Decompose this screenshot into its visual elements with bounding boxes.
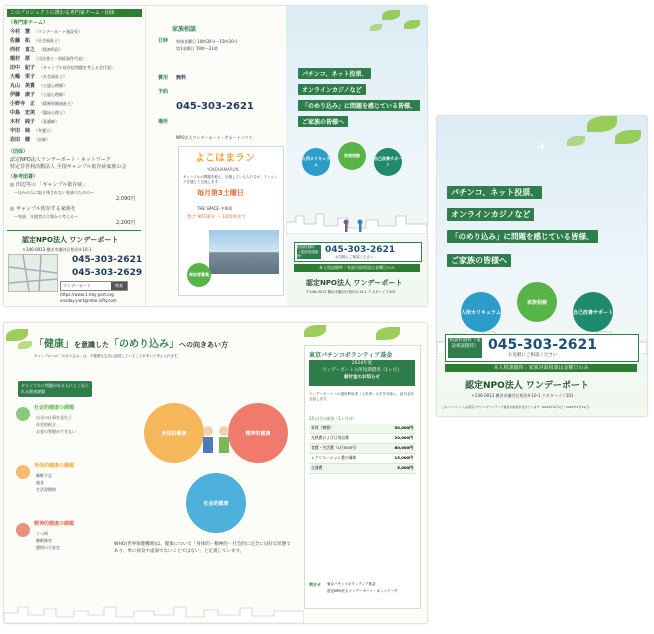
- person-icon: [16, 465, 30, 479]
- large-line-3: 「のめり込み」に問題を感じている皆様、: [447, 230, 598, 243]
- headline-prefix: 「健康」: [34, 339, 74, 350]
- org-1: 認定NPO法人ワンデーポート・ネットワーク: [10, 157, 111, 163]
- consult-title: 家族相談: [172, 26, 197, 33]
- fund-title: 東京パチンコボランティア基金: [309, 352, 393, 359]
- cover-logo-small: 認定NPO法人 ワンデーポート: [306, 279, 403, 287]
- circle-support-label: 自己改善サポート: [374, 156, 402, 167]
- circle-family-label: 家族相談: [344, 153, 360, 158]
- site-url[interactable]: https://www.1-day-port.org: [60, 292, 114, 297]
- people-illustration: [198, 423, 234, 463]
- fund-amount: 60,000円: [394, 445, 413, 450]
- category-title: 身体的健康の課題: [34, 463, 75, 469]
- large-consult-box: [445, 334, 639, 362]
- fund-item: レクリエーション費の補助: [311, 455, 357, 460]
- large-address: 〒246-0013 横浜市瀬谷区相沢4-10-1 クボタハイツ101: [471, 393, 574, 398]
- category-item: 睡眠障害: [36, 538, 52, 543]
- member-name: 今村 慧: [10, 29, 31, 35]
- venn-mental-label: 精神的健康: [245, 430, 271, 437]
- member-row: [10, 118, 59, 126]
- leaf-decoration: [6, 329, 28, 341]
- member-name: 岩田 健: [10, 137, 31, 143]
- member-role: （司法書士・相続案件代表）: [34, 56, 87, 61]
- leaf-decoration: [587, 116, 617, 132]
- fund-item: 光熱費および日用品費: [311, 435, 349, 440]
- cover-line-1: パチンコ、ネット投票、: [298, 68, 371, 79]
- member-role: （精神科医）: [39, 47, 64, 52]
- fund-table-row: [309, 444, 415, 454]
- circle-family: [338, 142, 366, 170]
- venn-social-label: 社会的健康: [203, 500, 229, 507]
- team-header: このプロジェクトに携わる専門家チーム・団体: [7, 9, 142, 17]
- event-sub: YOKOHAMARUN: [207, 167, 239, 172]
- brochure-outside-spread: [4, 6, 427, 306]
- town-illustration: [286, 206, 427, 234]
- fund-table-heading: 15万円の使途（1ヶ月分）: [309, 416, 357, 421]
- large-footer: このパンフレットは東京パチンコボランティア基金の助成を受けています（2024年4月1日〜2025年3月31日）: [441, 405, 592, 409]
- leaf-decoration: [382, 10, 400, 20]
- site-search-label: ワンデーポート: [63, 283, 91, 288]
- cover-bar-small: 本人相談随時｜家族対面相談は金曜日のみ: [294, 264, 420, 272]
- book-1-sub: 〜ほかの人に取り残されない家族のための〜: [14, 190, 94, 195]
- event-desc: ギャンブルの問題を抱え、回復している人たちが、ランニングを通じて交流します: [183, 175, 278, 184]
- cover-panel-small: [286, 6, 427, 306]
- book-2-title: ◎ ギャンブル依存する家族を: [10, 206, 76, 212]
- who-box: [114, 541, 294, 581]
- org-name: 認定NPO法人 ワンデーポート: [22, 236, 119, 244]
- member-name: 小野寺 正: [10, 101, 36, 107]
- fund-contact2: 認定NPO法人ワンデーポート・ネットワーク: [327, 589, 398, 593]
- fund-header-box: [309, 360, 415, 386]
- member-name: 丸山 美貴: [10, 83, 36, 89]
- fund-item: 家賃（寮費）: [311, 425, 334, 430]
- large-circle-curriculum-label: 入所カリキュラム: [461, 309, 501, 316]
- headline-suffix: への向きあい方: [179, 341, 228, 349]
- member-role: （社会福祉士）: [39, 74, 68, 79]
- fund-body: ワンデーポートへの通所利用者（入所者）の方を対象に、給付金を支給します。: [309, 392, 414, 401]
- fund-table-row: [309, 424, 415, 434]
- member-role: （看護師）: [39, 119, 60, 124]
- who-text: WHO(世界保健機関)は、健康について「身体的・精神的・社会的に完全に良好な状態であり、単に病気や虚弱でないことではない」と定義しています。: [114, 542, 291, 554]
- large-phone-note: お気軽にご相談ください: [508, 353, 558, 358]
- book-1-title: ◎ 田辺等の 「ギャンブル依存症」: [10, 182, 88, 188]
- site-search-button[interactable]: 検索: [111, 282, 127, 290]
- large-circle-family-label: 家族相談: [526, 299, 547, 306]
- fax-number: 045-303-2629: [72, 268, 143, 278]
- category-item: 過食: [36, 480, 44, 485]
- large-phone: 045-303-2621: [488, 337, 598, 353]
- leaf-decoration: [18, 341, 32, 349]
- fund-table-row: [309, 434, 415, 444]
- member-row: [10, 73, 67, 81]
- member-heading: （専門家チーム）: [8, 20, 49, 26]
- org-2: 特定非営利活動法人 全国ギャンブル依存症家族の会: [10, 164, 127, 170]
- cover-line-4: ご家族の皆様へ: [298, 116, 348, 127]
- fund-panel: [304, 345, 421, 609]
- circle-curriculum: [302, 148, 330, 176]
- leaf-decoration: [304, 325, 326, 337]
- consult-box: [294, 242, 422, 262]
- member-name: 佐藤 拓: [10, 38, 31, 44]
- leaf-decoration: [376, 327, 400, 340]
- category-item: うつ病: [36, 531, 48, 536]
- large-line-4: ご家族の皆様へ: [447, 254, 511, 267]
- fund-sub: 2024年度: [351, 361, 373, 366]
- airplane-icon: ✈: [537, 140, 548, 154]
- member-role: （ワンデーポート施設長）: [34, 29, 83, 34]
- cover-address-small: 〒246-0013 横浜市瀬谷区相沢4-10-1 クボタハイツ101: [306, 290, 396, 294]
- fee-value: 無料: [176, 75, 187, 81]
- team-panel: [4, 6, 145, 306]
- member-name: 田中 紀子: [10, 65, 36, 71]
- leaf-decoration: [404, 20, 420, 29]
- event-photo: [209, 230, 279, 274]
- member-row: [10, 37, 62, 45]
- large-logo: 認定NPO法人 ワンデーポート: [465, 381, 589, 391]
- photo-caption-badge: [187, 263, 211, 287]
- fund-amount: 5,000円: [397, 465, 413, 470]
- category-item: お金の管理ができない: [36, 429, 76, 434]
- member-name: 大嶋 栄子: [10, 74, 36, 80]
- category-item: 生活習慣病: [36, 487, 56, 492]
- member-row: [10, 82, 67, 90]
- venn-physical: [144, 403, 204, 463]
- member-row: [10, 109, 67, 117]
- member-name: 稲村 厚: [10, 56, 31, 62]
- book-2-price: 2,200円: [116, 220, 136, 226]
- fund-sub3: 給付金のお知らせ: [344, 375, 380, 380]
- fund-amount: 15,000円: [394, 455, 413, 460]
- member-role: （社会福祉士）: [34, 38, 63, 43]
- date-2: 第1金曜日 19時〜21時: [176, 46, 218, 51]
- member-row: [10, 46, 63, 54]
- category-item: 自分の仕事を見失う: [36, 415, 72, 420]
- person-icon: [16, 407, 30, 421]
- member-name: 宇田 純: [10, 128, 31, 134]
- person-icon: [16, 523, 30, 537]
- fund-item: 食費・生活費（1日500円）: [311, 445, 359, 450]
- fund-item: 交通費: [311, 465, 323, 470]
- divider: [7, 230, 141, 231]
- headline-mid: を意識した: [74, 341, 109, 349]
- event-time: 集合 9時30分 〜 11時頃まで: [187, 215, 247, 220]
- email-address[interactable]: oneday-port@mbe.nifty.com: [60, 298, 117, 303]
- ref-heading: （参考図書）: [8, 174, 39, 180]
- date-1: 毎週金曜日 10時30分〜15時30分: [176, 39, 238, 44]
- member-name: 木村 純子: [10, 119, 36, 125]
- cover-line-3: 「のめり込み」に問題を感じている皆様、: [298, 100, 420, 111]
- reserve-phone: 045-303-2621: [176, 101, 254, 112]
- large-line-2: オンラインカジノなど: [447, 208, 534, 221]
- fund-contact-label: 問合せ: [309, 582, 321, 587]
- cover-large: [437, 116, 647, 416]
- circle-curriculum-label: 入所カリキュラム: [302, 156, 330, 167]
- consult-panel: [145, 6, 287, 306]
- date-label: 日時: [158, 38, 169, 44]
- fund-amount: 20,000円: [394, 435, 413, 440]
- member-role: （公認心理師）: [39, 92, 68, 97]
- member-row: [10, 127, 54, 135]
- member-name: 中島 宏美: [10, 110, 36, 116]
- event-place: THE SPACE 中華街: [197, 206, 233, 211]
- large-consult-label: 相談料無料（電話相談随時）: [448, 338, 482, 358]
- fund-amount: 50,000円: [394, 425, 413, 430]
- category-item: 社会的孤立: [36, 422, 56, 427]
- map-image: [8, 254, 58, 292]
- fund-table-row: [309, 464, 415, 474]
- photo-caption: 参加者募集: [189, 272, 209, 277]
- member-row: [10, 64, 115, 72]
- fund-contact: 東京パチンコボランティア基金: [327, 582, 376, 586]
- fund-sub2: ワンデーポート入所短期費用（1ヶ月）: [322, 368, 402, 373]
- fund-table-row: [309, 454, 415, 464]
- venn-mental: [228, 403, 288, 463]
- member-row: [10, 91, 67, 99]
- circle-support: [374, 148, 402, 176]
- fee-label: 費用: [158, 75, 169, 81]
- headline-key: 「のめり込み」: [109, 339, 179, 350]
- large-circle-family: [517, 282, 557, 322]
- venn-physical-label: 身体的健康: [161, 430, 187, 437]
- org-address: 〒246-0013 横浜市瀬谷区相沢4-10-1: [22, 247, 92, 252]
- large-bar: 本人相談随時｜家族対面相談は金曜日のみ: [445, 364, 637, 372]
- event-title: よこはまラン: [195, 153, 255, 164]
- large-circle-support-label: 自己改善サポート: [573, 309, 614, 316]
- member-role: （公認心理師）: [39, 83, 68, 88]
- tel-number: 045-303-2621: [72, 255, 143, 265]
- place-value: NPO法人ワンデーポート・サポートハウス: [176, 135, 253, 140]
- cover-phone-small: 045-303-2621: [325, 245, 396, 255]
- member-name: 伊藤 康子: [10, 92, 36, 98]
- town-illustration-bottom: [4, 601, 304, 623]
- category-item: 睡眠不足: [36, 473, 52, 478]
- member-role: （医師）: [34, 137, 51, 142]
- callout-text: ギャンブルに問題がある人によく見られる健康課題: [21, 383, 89, 394]
- category-title: 社会的健康の課題: [34, 405, 75, 411]
- category-item: 感情の不安定: [36, 545, 60, 550]
- reserve-label: 予約: [158, 89, 169, 95]
- site-search-box[interactable]: [60, 281, 128, 291]
- cover-line-2: オンラインカジノなど: [298, 84, 366, 95]
- brochure-inside-spread: [4, 323, 427, 623]
- large-line-1: パチンコ、ネット投票、: [447, 186, 542, 199]
- member-role: （ギャンブル依存症問題を考える会代表）: [39, 65, 115, 70]
- member-role: （臨床心理士）: [39, 110, 68, 115]
- member-row: [10, 28, 82, 36]
- phone-note-small: お気軽にご相談ください: [335, 255, 374, 259]
- venn-social: [186, 473, 246, 533]
- leaf-decoration: [615, 130, 641, 144]
- org-heading: （団体）: [8, 149, 29, 155]
- event-card: [178, 146, 284, 296]
- book-2-sub: 〜家族、支援者の立場から考える〜: [14, 214, 78, 219]
- member-row: [10, 100, 75, 108]
- inside-headline: [34, 335, 228, 350]
- category-title: 精神的健康の課題: [34, 521, 75, 527]
- member-name: 西村 直之: [10, 47, 36, 53]
- callout-box: [18, 381, 92, 397]
- leaf-decoration: [567, 136, 585, 146]
- fund-table: [309, 424, 415, 474]
- leaf-decoration: [370, 24, 382, 31]
- consult-label-small: 相談料無料（電話相談随時）: [297, 245, 321, 259]
- book-1-price: 2,090円: [116, 196, 136, 202]
- member-role: （弁護士）: [34, 128, 55, 133]
- place-label: 場所: [158, 119, 169, 125]
- member-row: [10, 55, 86, 63]
- member-role: （精神保健福祉士）: [39, 101, 76, 106]
- event-schedule: 毎月第3土曜日: [197, 189, 244, 197]
- inside-intro: ギャンブルへの「のめり込み」は、不健康な生活に起因していることが多いと考えられます。: [34, 354, 181, 358]
- member-row: [10, 136, 50, 144]
